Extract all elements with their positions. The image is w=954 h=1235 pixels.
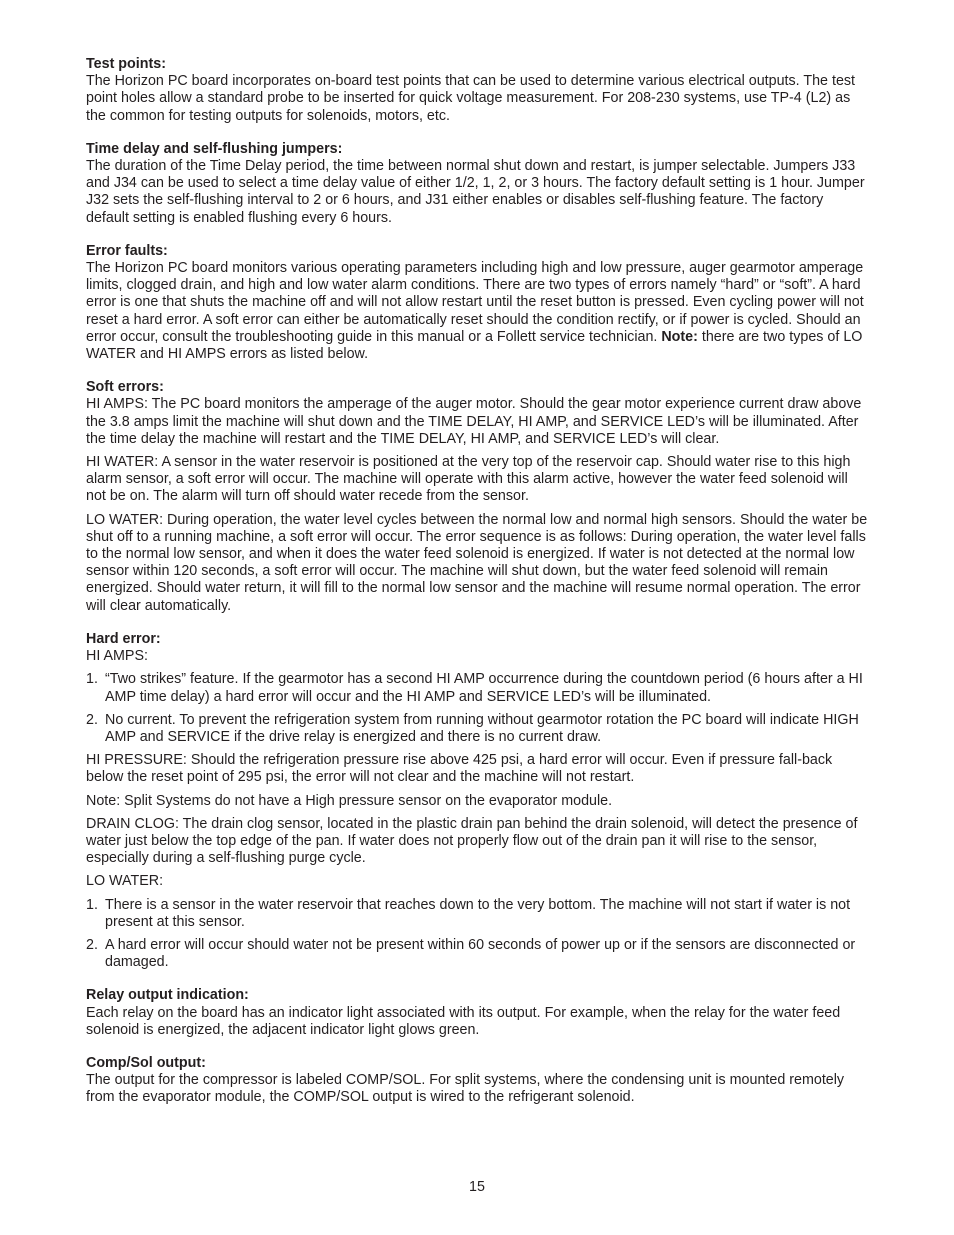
section-heading: Hard error:: [86, 630, 161, 647]
lo-water-list: [86, 897, 870, 972]
hi-amps-label: HI AMPS:: [86, 648, 148, 665]
paragraph: The duration of the Time Delay period, the time between normal shut down and restart, is jumper selectable. Jumpers J33 and J34 can be used to select a time delay value of either 1/2, 1, 2, or 3 hours. The factory default setting is 1 hour. Jumper J32 sets the self-flushing interval to 2 or 6 hours, and J31 either enables or disables self-flushing feature. The factory default setting is enabled flushing every 6 hours.: [86, 158, 865, 226]
section-relay-output: [86, 987, 870, 1039]
section-test-points: [86, 56, 870, 125]
list-text: No current. To prevent the refrigeration system from running without gearmotor rotation the PC board will indicate HIGH AMP and SERVICE if the drive relay is energized and there is no current draw.: [105, 711, 859, 745]
paragraph: [86, 260, 870, 363]
section-soft-errors: [86, 379, 870, 615]
section-heading: Time delay and self-flushing jumpers:: [86, 140, 343, 157]
hi-amps-list: [86, 671, 870, 746]
list-number: 1.: [86, 896, 98, 913]
section-hard-error: [86, 631, 870, 971]
lo-water-label: LO WATER:: [86, 873, 164, 890]
page-number: 15: [469, 1179, 485, 1195]
paragraph-text: The Horizon PC board monitors various operating parameters including high and low pressure, auger gearmotor amperage limits, clogged drain, and high and low water alarm conditions. There are two types of errors namely “hard” or “soft”. A hard error is one that shuts the machine off and will not allow restart until the reset button is pressed. Even cycling power will not reset a hard error. A soft error can either be automatically reset should the condition rectify, or if power is cycled. Should an error occur, consult the troubleshooting guide in this manual or a Follett service technician.: [86, 260, 864, 345]
paragraph-hi-water: HI WATER: A sensor in the water reservoir is positioned at the very top of the reservoir cap. Should water rise to this high alarm sensor, a soft error will occur. The machine will operate with this alarm active, however the water feed solenoid will not be on. The alarm will turn off should water recede from the sensor.: [86, 454, 851, 505]
list-text: A hard error will occur should water not be present within 60 seconds of power up or if the sensors are disconnected or damaged.: [105, 936, 856, 971]
note-text: there are two types of LO WATER and HI AMPS errors as listed below.: [86, 328, 863, 363]
list-text: There is a sensor in the water reservoir that reaches down to the very bottom. The machine will not start if water is not present at this sensor.: [105, 896, 851, 930]
paragraph: The Horizon PC board incorporates on-board test points that can be used to determine various electrical outputs. The test point holes allow a standard probe to be inserted for quick voltage measurement. For 208-230 systems, use TP-4 (L2) as the common for testing outputs for solenoids, motors, etc.: [86, 73, 856, 124]
section-error-faults: [86, 243, 870, 363]
section-time-delay: [86, 141, 870, 227]
list-number: 2.: [86, 936, 98, 953]
document-page: [86, 56, 870, 1123]
list-item: [86, 671, 870, 705]
paragraph-hi-amps: HI AMPS: The PC board monitors the amperage of the auger motor. Should the gear motor experience current draw above the 3.8 amps limit the machine will shut down and the TIME DELAY, HI AMP, and SERVICE LED’s will be illuminated. After the time delay the machine will restart and the TIME DELAY, HI AMP, and SERVICE LED’s will clear.: [86, 396, 862, 447]
list-text: “Two strikes” feature. If the gearmotor has a second HI AMP occurrence during the countdown period (6 hours after a HI AMP time delay) a hard error will occur and the HI AMP and SERVICE LED’s will be illuminated.: [105, 671, 863, 705]
list-item: [86, 937, 870, 971]
note-label: Note:: [661, 328, 698, 345]
section-heading: Relay output indication:: [86, 987, 249, 1004]
section-heading: Test points:: [86, 56, 166, 72]
paragraph-hi-pressure: HI PRESSURE: Should the refrigeration pressure rise above 425 psi, a hard error will occur. Even if pressure fall-back below the reset point of 295 psi, the error will not clear and the machine will not restart.: [86, 752, 833, 786]
list-item: [86, 897, 870, 931]
paragraph: Each relay on the board has an indicator light associated with its output. For example, when the relay for the water feed solenoid is energized, the adjacent indicator light glows green.: [86, 1004, 841, 1038]
section-comp-sol-output: [86, 1055, 870, 1107]
section-heading: Comp/Sol output:: [86, 1054, 206, 1071]
section-heading: Error faults:: [86, 242, 168, 259]
list-item: [86, 712, 870, 746]
paragraph-note: Note: Split Systems do not have a High pressure sensor on the evaporator module.: [86, 792, 613, 809]
section-heading: Soft errors:: [86, 379, 164, 396]
paragraph-drain-clog: DRAIN CLOG: The drain clog sensor, located in the plastic drain pan behind the drain solenoid, will detect the presence of water just below the top edge of the pan. If water does not properly flow out of the drain pan it will rise to the sensor, especially during a self-flushing purge cycle.: [86, 815, 858, 867]
paragraph: The output for the compressor is labeled COMP/SOL. For split systems, where the condensing unit is mounted remotely from the evaporator module, the COMP/SOL output is wired to the refrigerant solenoid.: [86, 1072, 845, 1106]
list-number: 2.: [86, 711, 98, 728]
paragraph-lo-water: LO WATER: During operation, the water level cycles between the normal low and normal high sensors. Should the water be shut off to a running machine, a soft error will occur. The error sequence is as follows: During operation, the water level falls to the normal low sensor, and when it does the water feed solenoid is energized. If water is not detected at the normal low sensor within 120 seconds, a soft error will occur. The machine will shut down, but the water feed solenoid will remain energized. Should water return, it will fill to the normal low sensor and the machine will resume normal operation. The error will clear automatically.: [86, 511, 868, 614]
list-number: 1.: [86, 671, 98, 688]
